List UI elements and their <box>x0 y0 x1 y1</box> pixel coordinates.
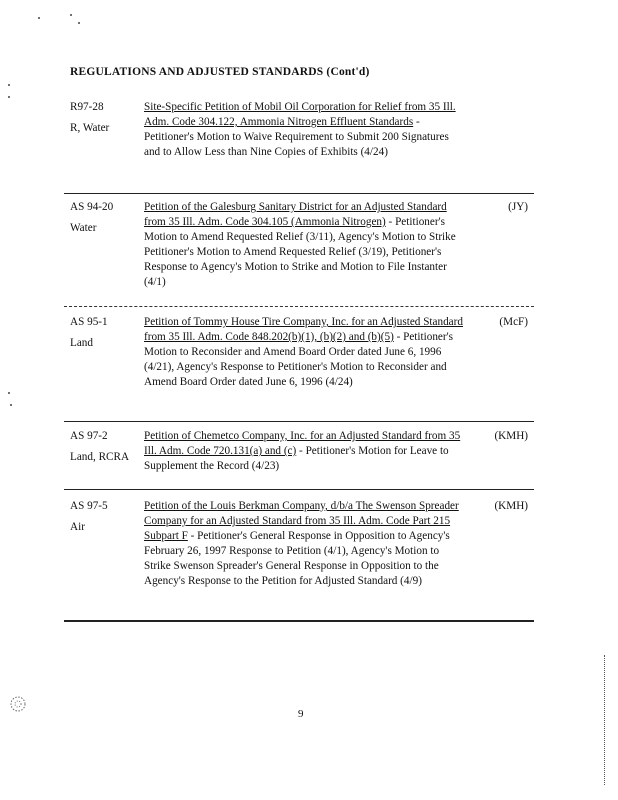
media-type: Air <box>70 521 85 533</box>
case-number: AS 97-5 <box>70 500 108 512</box>
case-number: AS 95-1 <box>70 316 108 328</box>
media-type: Water <box>70 222 97 234</box>
scan-artifact-icon <box>8 694 28 714</box>
docket-entry <box>62 499 536 609</box>
divider <box>64 193 534 194</box>
divider <box>64 421 534 422</box>
staff-initials: (KMH) <box>494 430 528 442</box>
docket-entry <box>62 315 536 415</box>
docket-entry <box>62 100 536 180</box>
entry-description <box>144 100 464 160</box>
petition-title: Petition of the Louis Berkman Company, d/b/a The Swenson Spreader Company for an Adjusted Standard from 35 Ill. Adm. Code Part 215 Subpart F <box>144 500 459 542</box>
scan-speck <box>78 22 80 24</box>
petition-title: Petition of Chemetco Company, Inc. for an Adjusted Standard from 35 Ill. Adm. Code 720.131(a) and (c) <box>144 430 461 457</box>
entry-description <box>144 315 464 390</box>
media-type: R, Water <box>70 122 110 134</box>
scan-speck <box>8 392 10 394</box>
scan-speck <box>8 96 10 98</box>
page-number: 9 <box>298 708 304 720</box>
staff-initials: (KMH) <box>494 500 528 512</box>
entry-description <box>144 429 464 474</box>
entry-text: - Petitioner's Motion for Leave to Supplement the Record (4/23) <box>144 445 449 472</box>
case-number: R97-28 <box>70 101 104 113</box>
divider <box>64 489 534 490</box>
divider <box>64 306 534 307</box>
petition-title: Site-Specific Petition of Mobil Oil Corporation for Relief from 35 Ill. Adm. Code 304.122, Ammonia Nitrogen Effluent Standards <box>144 101 456 128</box>
scan-speck <box>8 84 10 86</box>
entry-description <box>144 499 464 589</box>
scan-speck <box>70 14 72 16</box>
case-number: AS 97-2 <box>70 430 108 442</box>
docket-entry <box>62 429 536 484</box>
entry-text: - Petitioner's Motion to Reconsider and Amend Board Order dated June 6, 1996 (4/21), Agency's Response to Petitioner's Motion to Reconsider and Amend Board Order dated June 6, 1996 (4/24) <box>144 331 453 388</box>
scan-speck <box>10 404 12 406</box>
petition-title: Petition of Tommy House Tire Company, Inc. for an Adjusted Standard from 35 Ill. Adm. Code 848.202(b)(1), (b)(2) and (b)(5) <box>144 316 463 343</box>
media-type: Land <box>70 337 93 349</box>
entry-text: - Petitioner's General Response in Opposition to Agency's February 26, 1997 Response to Petition (4/1), Agency's Motion to Strike Swenson Spreader's General Response in Opposition to the Agency's Response to the Petition for Adjusted Standard (4/9) <box>144 530 450 587</box>
entry-text: - Petitioner's Motion to Amend Requested Relief (3/11), Agency's Motion to Strike Petitioner's Motion to Amend Requested Relief (3/19), Petitioner's Response to Agency's Motion to Strike and Motion to File Instanter (4/1) <box>144 216 456 288</box>
case-number: AS 94-20 <box>70 201 114 213</box>
scan-speck <box>38 17 40 19</box>
media-type: Land, RCRA <box>70 451 130 463</box>
docket-entry <box>62 200 536 300</box>
divider <box>64 620 534 622</box>
staff-initials: (McF) <box>499 316 528 328</box>
entry-description <box>144 200 464 290</box>
petition-title: Petition of the Galesburg Sanitary District for an Adjusted Standard from 35 Ill. Adm. Code 304.105 (Ammonia Nitrogen) <box>144 201 447 228</box>
entry-text: - Petitioner's Motion to Waive Requirement to Submit 200 Signatures and to Allow Less than Nine Copies of Exhibits (4/24) <box>144 116 449 158</box>
section-heading: REGULATIONS AND ADJUSTED STANDARDS (Cont'd) <box>70 66 370 78</box>
scan-edge-marks <box>604 655 607 785</box>
staff-initials: (JY) <box>508 201 528 213</box>
